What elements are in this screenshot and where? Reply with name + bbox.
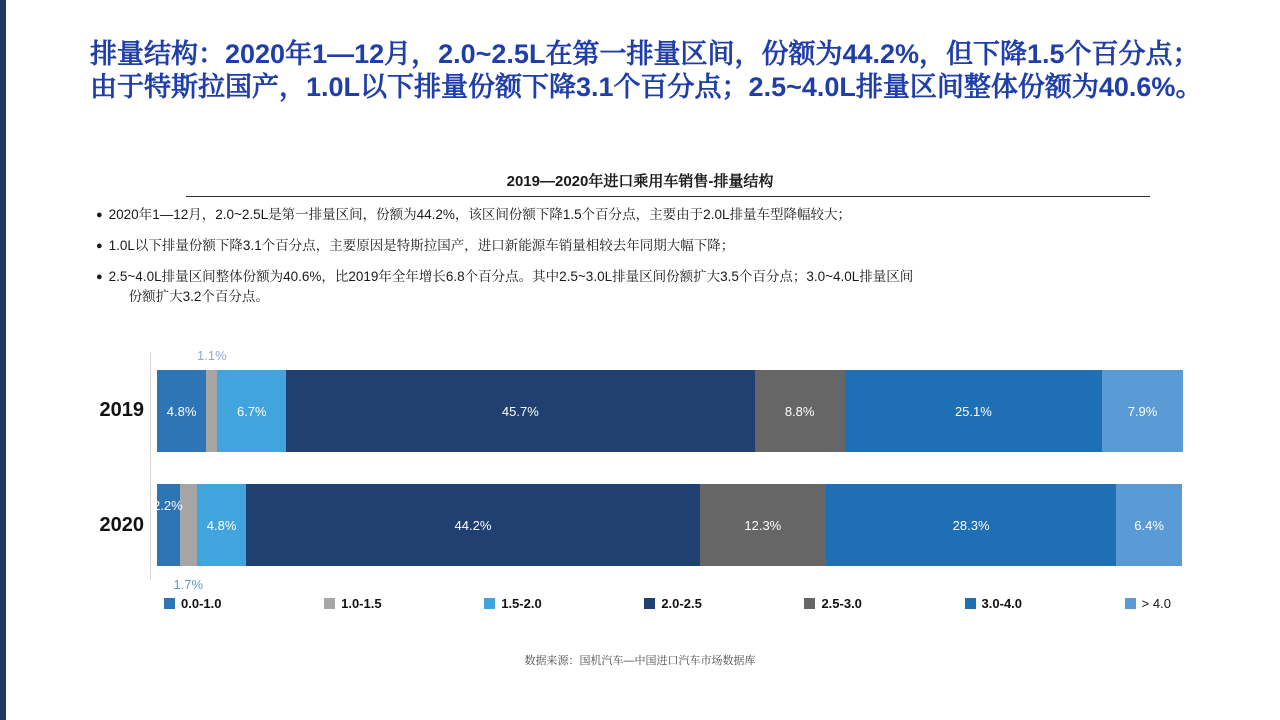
legend-item-1.5-2.0[interactable]	[484, 596, 541, 611]
axis-label-2019: 2019	[99, 399, 144, 421]
bar-segment-2.0-2.5-2019[interactable]	[286, 370, 754, 452]
bullet-dot-icon: ●	[96, 240, 103, 252]
source-note: 数据来源：国机汽车—中国进口汽车市场数据库	[524, 655, 756, 667]
legend-item-gt4.0[interactable]	[1125, 596, 1171, 611]
stacked-bar-chart	[0, 348, 1280, 612]
chart-subtitle: 2019—2020年进口乘用车销售-排量结构	[506, 173, 774, 190]
bar-segment-1.5-2.0-2020[interactable]	[197, 484, 246, 566]
legend-label: > 4.0	[1141, 596, 1171, 611]
list-item-text	[109, 267, 1216, 307]
bar-segment-gt4.0-2020[interactable]	[1116, 484, 1182, 566]
list-item-text: 2020年1—12月，2.0~2.5L是第一排量区间，份额为44.2%，该区间份额下降1.5个百分点，主要由于2.0L排量车型降幅较大；	[108, 207, 851, 222]
bar-row-2019	[157, 348, 1183, 452]
list-item	[96, 205, 1216, 225]
list-item-line-2: 份额扩大3.2个百分点。	[128, 289, 269, 304]
axis-label-2020: 2020	[99, 514, 144, 536]
legend-label: 0.0-1.0	[181, 596, 222, 611]
bar-segment-3.0-4.0-2019[interactable]	[845, 370, 1102, 452]
chart-legend	[150, 596, 1185, 611]
list-item-text: 1.0L以下排量份额下降3.1个百分点，主要原因是特斯拉国产，进口新能源车销量相较去年同期大幅下降；	[108, 238, 735, 253]
bar-value-label: 1.1%	[196, 348, 227, 363]
legend-swatch-icon	[644, 598, 655, 609]
legend-item-0.0-1.0[interactable]	[164, 596, 221, 611]
list-item	[96, 236, 1216, 256]
legend-swatch-icon	[965, 598, 976, 609]
bar-value-label: 6.7%	[236, 403, 267, 419]
legend-label: 2.5-3.0	[821, 596, 862, 611]
bar-segment-0.0-1.0-2019[interactable]	[157, 370, 206, 452]
bar-segment-gt4.0-2019[interactable]	[1102, 370, 1183, 452]
bar-segment-2.5-3.0-2020[interactable]	[700, 484, 826, 566]
legend-swatch-icon	[484, 598, 495, 609]
bar-segment-1.0-1.5-2019[interactable]	[196, 348, 227, 452]
bar-segment-0.0-1.0-2020[interactable]	[157, 484, 180, 566]
bar-segment-3.0-4.0-2020[interactable]	[826, 484, 1116, 566]
legend-swatch-icon	[1125, 598, 1136, 609]
legend-swatch-icon	[164, 598, 175, 609]
legend-label: 3.0-4.0	[981, 596, 1023, 611]
bullet-dot-icon: ●	[96, 271, 103, 283]
bar-segment-2.0-2.5-2020[interactable]	[246, 484, 699, 566]
bar-row-2020	[153, 484, 1183, 592]
legend-item-3.0-4.0[interactable]	[965, 596, 1022, 611]
bar-value-label: 6.4%	[1134, 517, 1164, 533]
title-divider	[186, 196, 1150, 197]
bar-value-label: 45.7%	[501, 403, 539, 419]
legend-swatch-icon	[804, 598, 815, 609]
bullet-dot-icon: ●	[96, 209, 103, 221]
bar-segment-1.5-2.0-2019[interactable]	[217, 370, 286, 452]
legend-swatch-icon	[324, 598, 335, 609]
bar-value-label: 25.1%	[954, 403, 992, 419]
bar-value-label: 44.2%	[454, 517, 492, 533]
legend-label: 1.5-2.0	[501, 596, 542, 611]
page-title: 排量结构：2020年1—12月，2.0~2.5L在第一排量区间，份额为44.2%，但下降1.5个百分点；由于特斯拉国产，1.0L以下排量份额下降3.1个百分点；2.5~4.0L排量区间整体份额为40.6%。	[90, 39, 1203, 102]
bar-value-label: 2.2%	[153, 498, 183, 513]
bar-value-label: 8.8%	[784, 403, 815, 419]
bar-value-label: 1.7%	[173, 577, 204, 592]
legend-label: 1.0-1.5	[341, 596, 382, 611]
legend-label: 2.0-2.5	[661, 596, 702, 611]
legend-item-2.5-3.0[interactable]	[804, 596, 861, 611]
legend-item-1.0-1.5[interactable]	[324, 596, 381, 611]
legend-item-2.0-2.5[interactable]	[644, 596, 701, 611]
bar-segment-1.0-1.5-2020[interactable]	[173, 484, 204, 592]
bar-value-label: 4.8%	[206, 517, 237, 533]
list-item	[96, 267, 1216, 307]
bar-value-label: 4.8%	[166, 403, 197, 419]
bar-value-label: 7.9%	[1127, 403, 1158, 419]
bar-value-label: 12.3%	[744, 517, 782, 533]
bar-segment-2.5-3.0-2019[interactable]	[755, 370, 845, 452]
bullet-list	[96, 205, 1216, 318]
list-item-line-1: 2.5~4.0L排量区间整体份额为40.6%，比2019年全年增长6.8个百分点。其中2.5~3.0L排量区间份额扩大3.5个百分点；3.0~4.0L排量区间	[108, 269, 914, 284]
bar-value-label: 28.3%	[952, 517, 990, 533]
